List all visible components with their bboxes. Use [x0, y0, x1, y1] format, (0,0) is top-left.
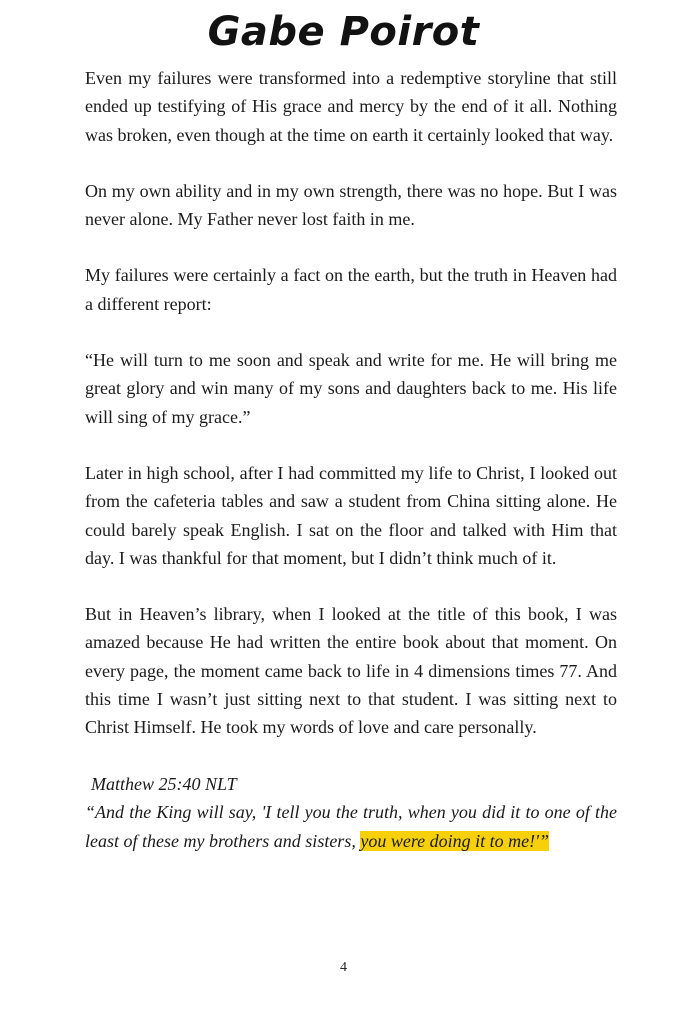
paragraph: On my own ability and in my own strength, there was no hope. But I was never alone. My Father never lost faith in me. [85, 180, 617, 230]
paragraph: But in Heaven’s library, when I looked at the title of this book, I was amazed because He had written the entire book about that moment. On every page, the moment came back to life in 4 dimensions times 77. And this time I wasn’t just sitting next to that student. I was sitting next to Christ Himself. He took my words of love and care personally. [85, 604, 617, 738]
scripture-quote [85, 770, 617, 856]
paragraph: Later in high school, after I had committed my life to Christ, I looked out from the cafeteria tables and saw a student from China sitting alone. He could barely speak English. I sat on the floor and talked with Him that day. I was thankful for that moment, but I didn’t think much of it. [85, 462, 617, 568]
paragraph: Even my failures were transformed into a redemptive storyline that still ended up testifying of His grace and mercy by the end of it all. Nothing was broken, even though at the time on earth it certainly looked that way. [85, 68, 617, 145]
page-number: 4 [340, 960, 347, 975]
verse-text-highlighted: you were doing it to me!'” [360, 830, 549, 851]
author-header: Gabe Poirot [207, 9, 480, 55]
verse-reference: Matthew 25:40 NLT [91, 773, 237, 794]
quoted-paragraph: “He will turn to me soon and speak and write for me. He will bring me great glory and win many of my sons and daughters back to me. His life will sing of my grace.” [85, 350, 617, 427]
page-body [85, 64, 617, 856]
verse-text-plain: “And the King will say, 'I tell you the truth, when you did it to one of the least of these my brothers and sisters, [85, 801, 617, 851]
paragraph: My failures were certainly a fact on the earth, but the truth in Heaven had a different report: [85, 265, 617, 314]
verse-text [85, 798, 617, 856]
